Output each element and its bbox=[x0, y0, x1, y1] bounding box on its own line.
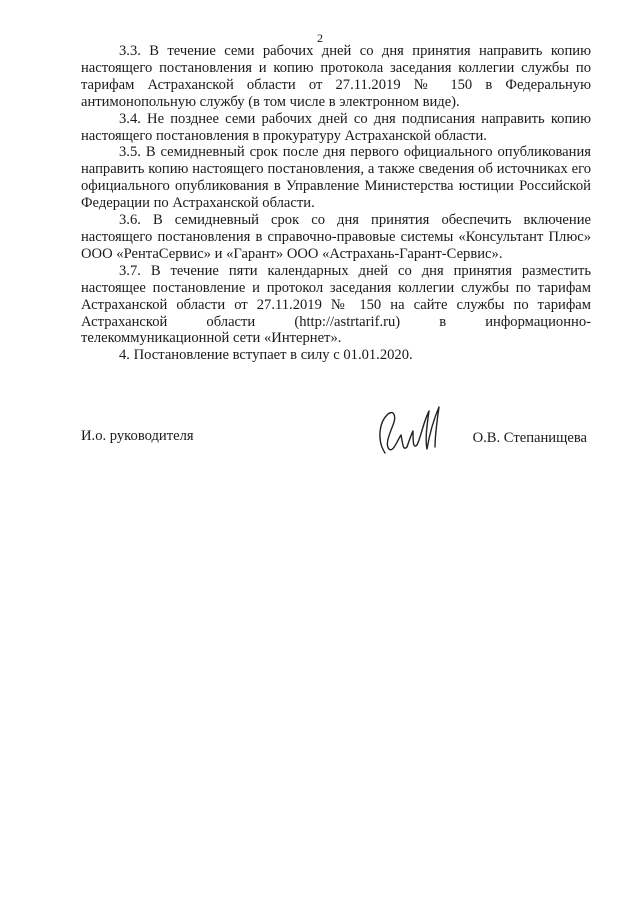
signatory-position: И.о. руководителя bbox=[81, 428, 194, 444]
paragraph-3-4: 3.4. Не позднее семи рабочих дней со дня подписания направить копию настоящего постановления в прокуратуру Астраханской области. bbox=[81, 110, 591, 144]
paragraph-4: 4. Постановление вступает в силу с 01.01.2020. bbox=[119, 347, 413, 364]
signatory-name: О.В. Степанищева bbox=[472, 430, 587, 446]
page-number: 2 bbox=[317, 31, 323, 45]
paragraph-3-7: 3.7. В течение пяти календарных дней со дня принятия разместить настоящее постановление и протокол заседания коллегии службы по тарифам Астраханской области от 27.11.2019 № 150 на сайте службы по тарифам Астраханской области (http://astrtarif.ru) в информационно-телекоммуникационной сети «Интернет». bbox=[81, 262, 591, 347]
paragraph-3-3: 3.3. В течение семи рабочих дней со дня принятия направить копию настоящего постановления и копию протокола заседания коллегии службы по тарифам Астраханской области от 27.11.2019 № 150 в Федеральную антимонопольную службу (в том числе в электронном виде). bbox=[81, 43, 591, 110]
document-body bbox=[81, 43, 591, 364]
handwritten-signature-icon bbox=[371, 401, 451, 461]
signature-block bbox=[81, 425, 591, 455]
paragraph-3-5: 3.5. В семидневный срок после дня первого официального опубликования направить копию настоящего постановления, а также сведения об источниках его официального опубликования в Управление Министерства юстиции Российской Федерации по Астраханской области. bbox=[81, 144, 591, 212]
paragraph-3-6: 3.6. В семидневный срок со дня принятия обеспечить включение настоящего постановления в справочно-правовые системы «Консультант Плюс» ООО «РентаСервис» и «Гарант» ООО «Астрахань-Гарант-Сервис». bbox=[81, 212, 591, 262]
